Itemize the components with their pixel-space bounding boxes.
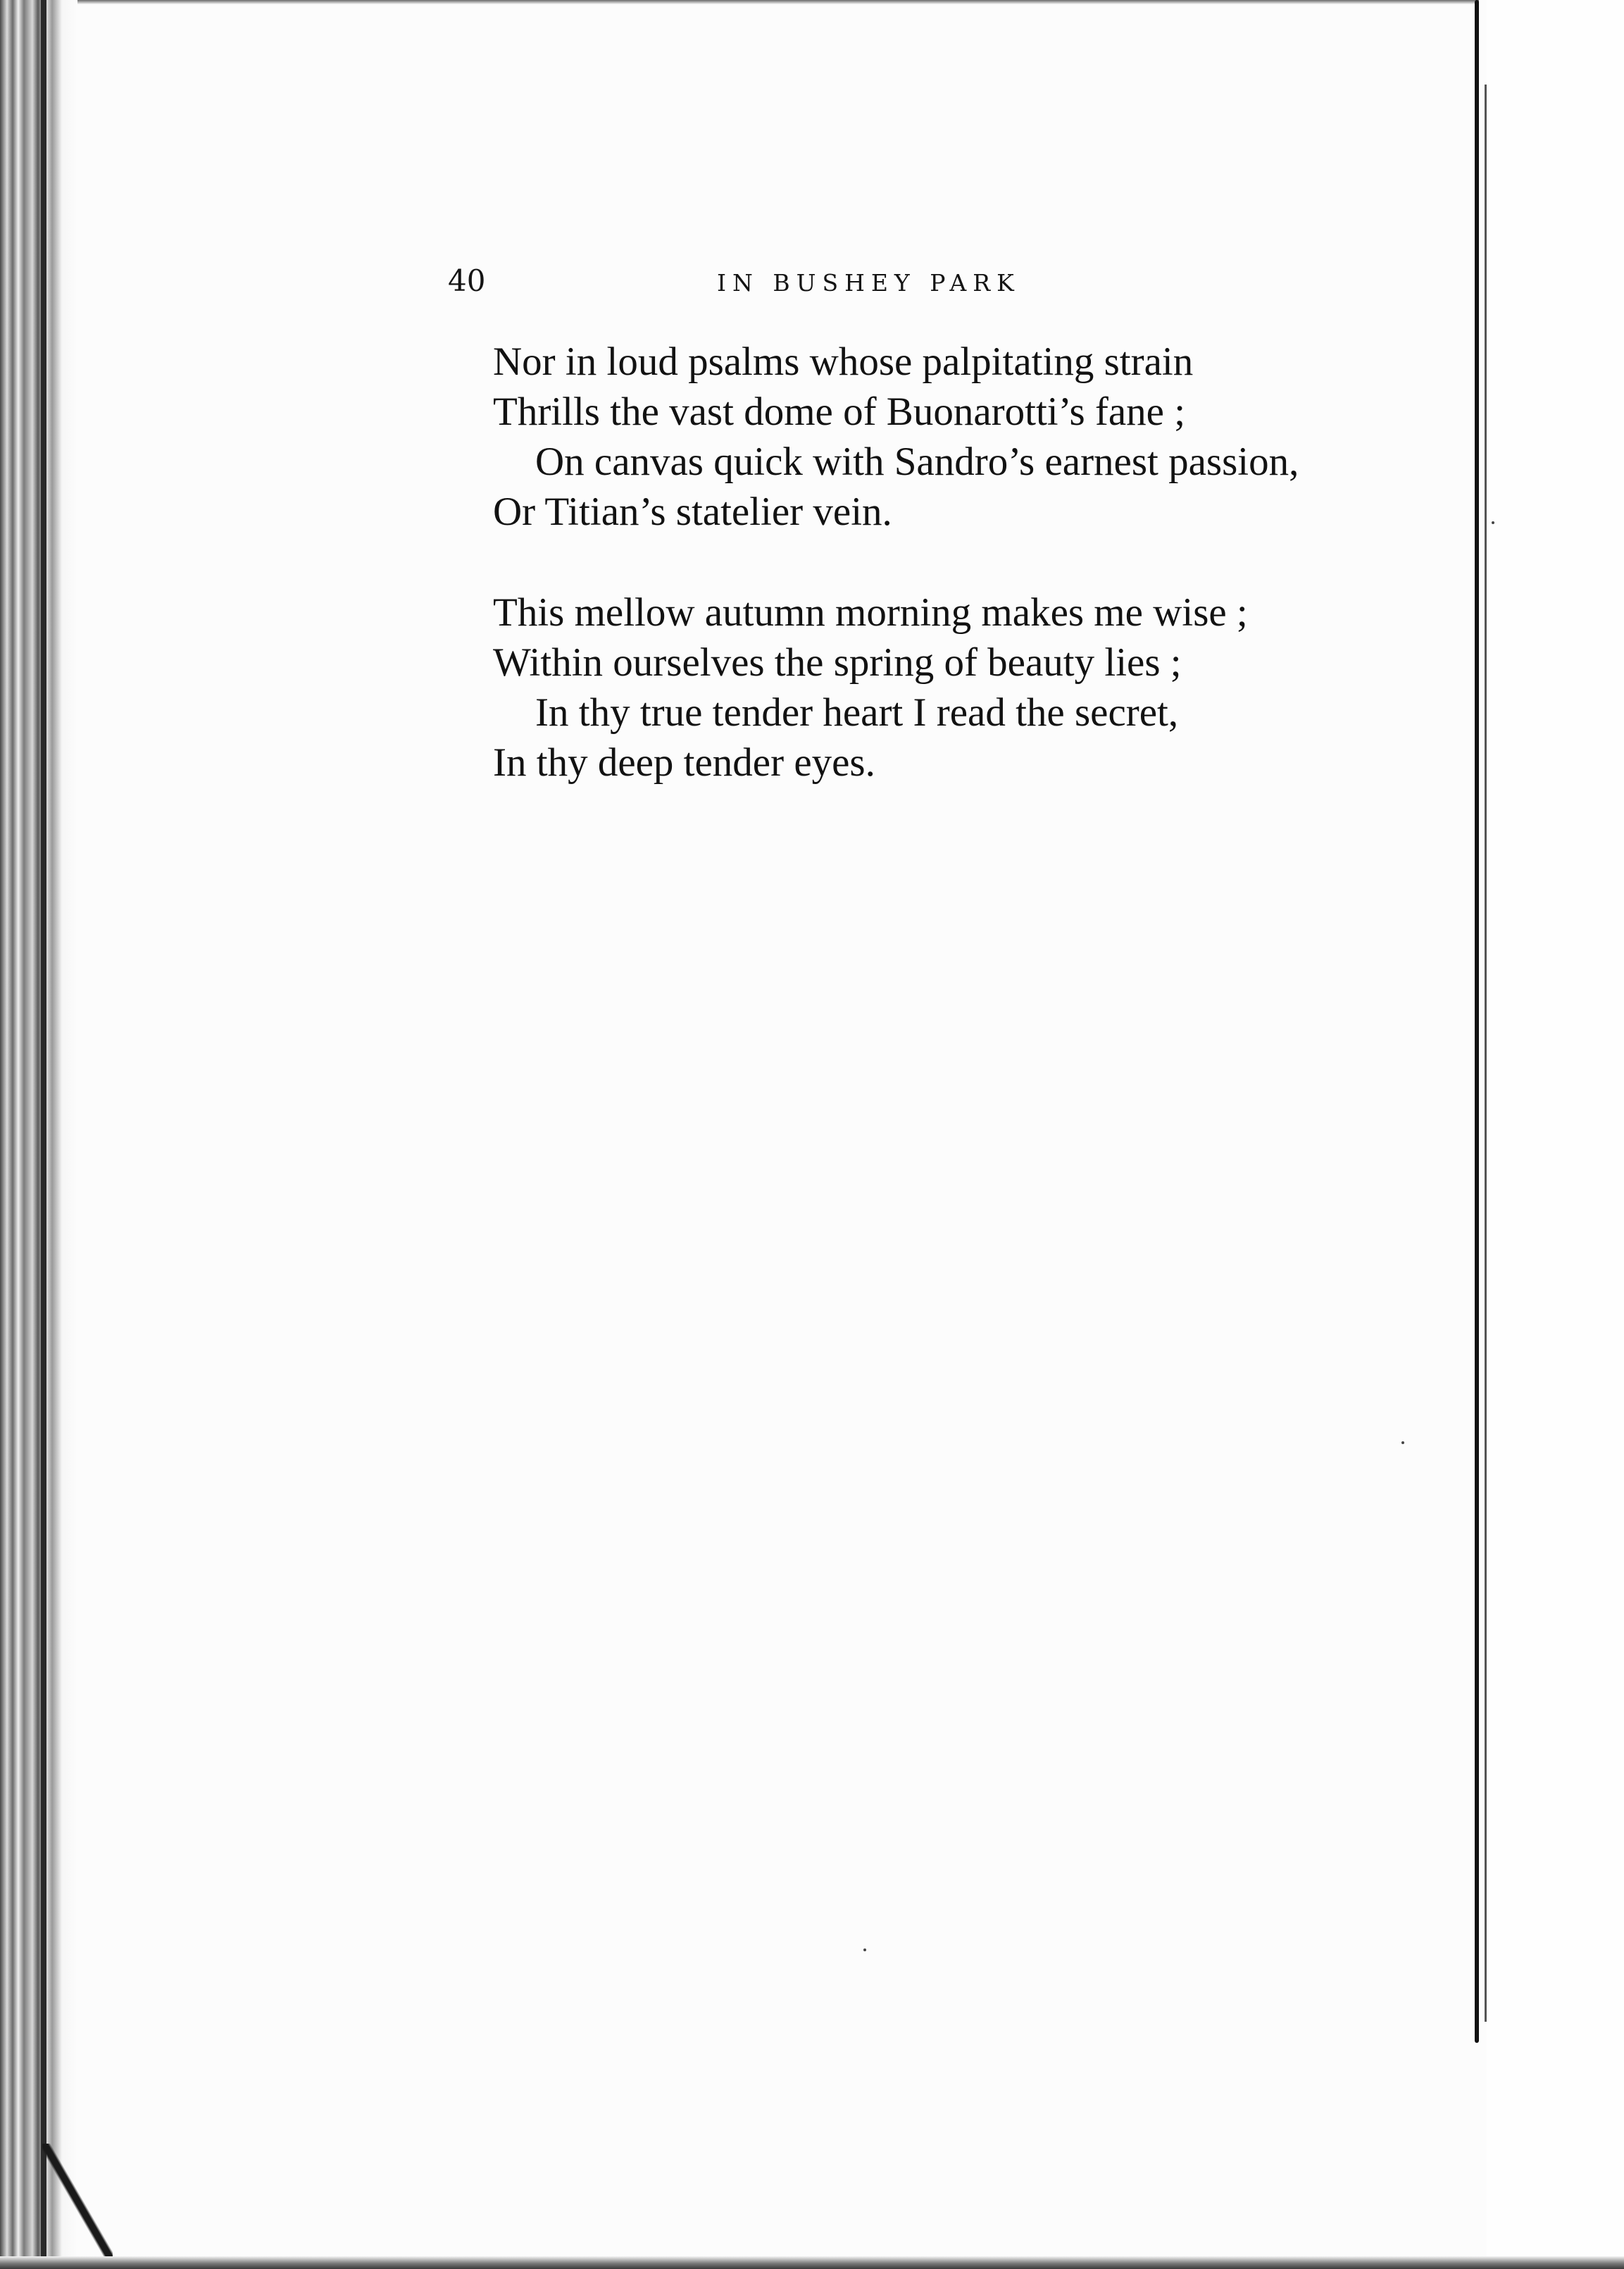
stanza <box>493 337 1423 537</box>
right-page-edge-inner <box>1485 85 1487 2022</box>
book-binding-edge <box>0 0 77 2269</box>
poem-line: In thy true tender heart I read the secret, <box>535 690 1179 735</box>
top-page-edge <box>77 0 1479 4</box>
poem-line: Or Titian’s statelier vein. <box>493 490 892 534</box>
poem-line: In thy deep tender eyes. <box>493 740 875 785</box>
poem-line: Within ourselves the spring of beauty lies ; <box>493 640 1182 685</box>
poem-line: Nor in loud psalms whose palpitating strain <box>493 340 1194 384</box>
binding-shadow <box>41 0 46 2269</box>
paper-speck <box>1492 521 1494 524</box>
paper-speck <box>863 1948 866 1951</box>
stanza <box>493 588 1423 788</box>
poem-line: This mellow autumn morning makes me wise ; <box>493 590 1248 635</box>
corner-curl <box>42 2144 113 2256</box>
right-page-edge <box>1475 0 1479 2043</box>
running-title: IN BUSHEY PARK <box>717 269 1020 297</box>
running-head <box>448 259 1152 309</box>
bottom-page-edge <box>0 2256 1624 2269</box>
poem-text <box>493 337 1423 838</box>
paper-speck <box>1401 1441 1404 1444</box>
right-margin <box>1487 0 1624 2269</box>
page-number: 40 <box>448 263 486 298</box>
poem-line: On canvas quick with Sandro’s earnest passion, <box>535 440 1299 484</box>
poem-line: Thrills the vast dome of Buonarotti’s fane ; <box>493 390 1186 434</box>
